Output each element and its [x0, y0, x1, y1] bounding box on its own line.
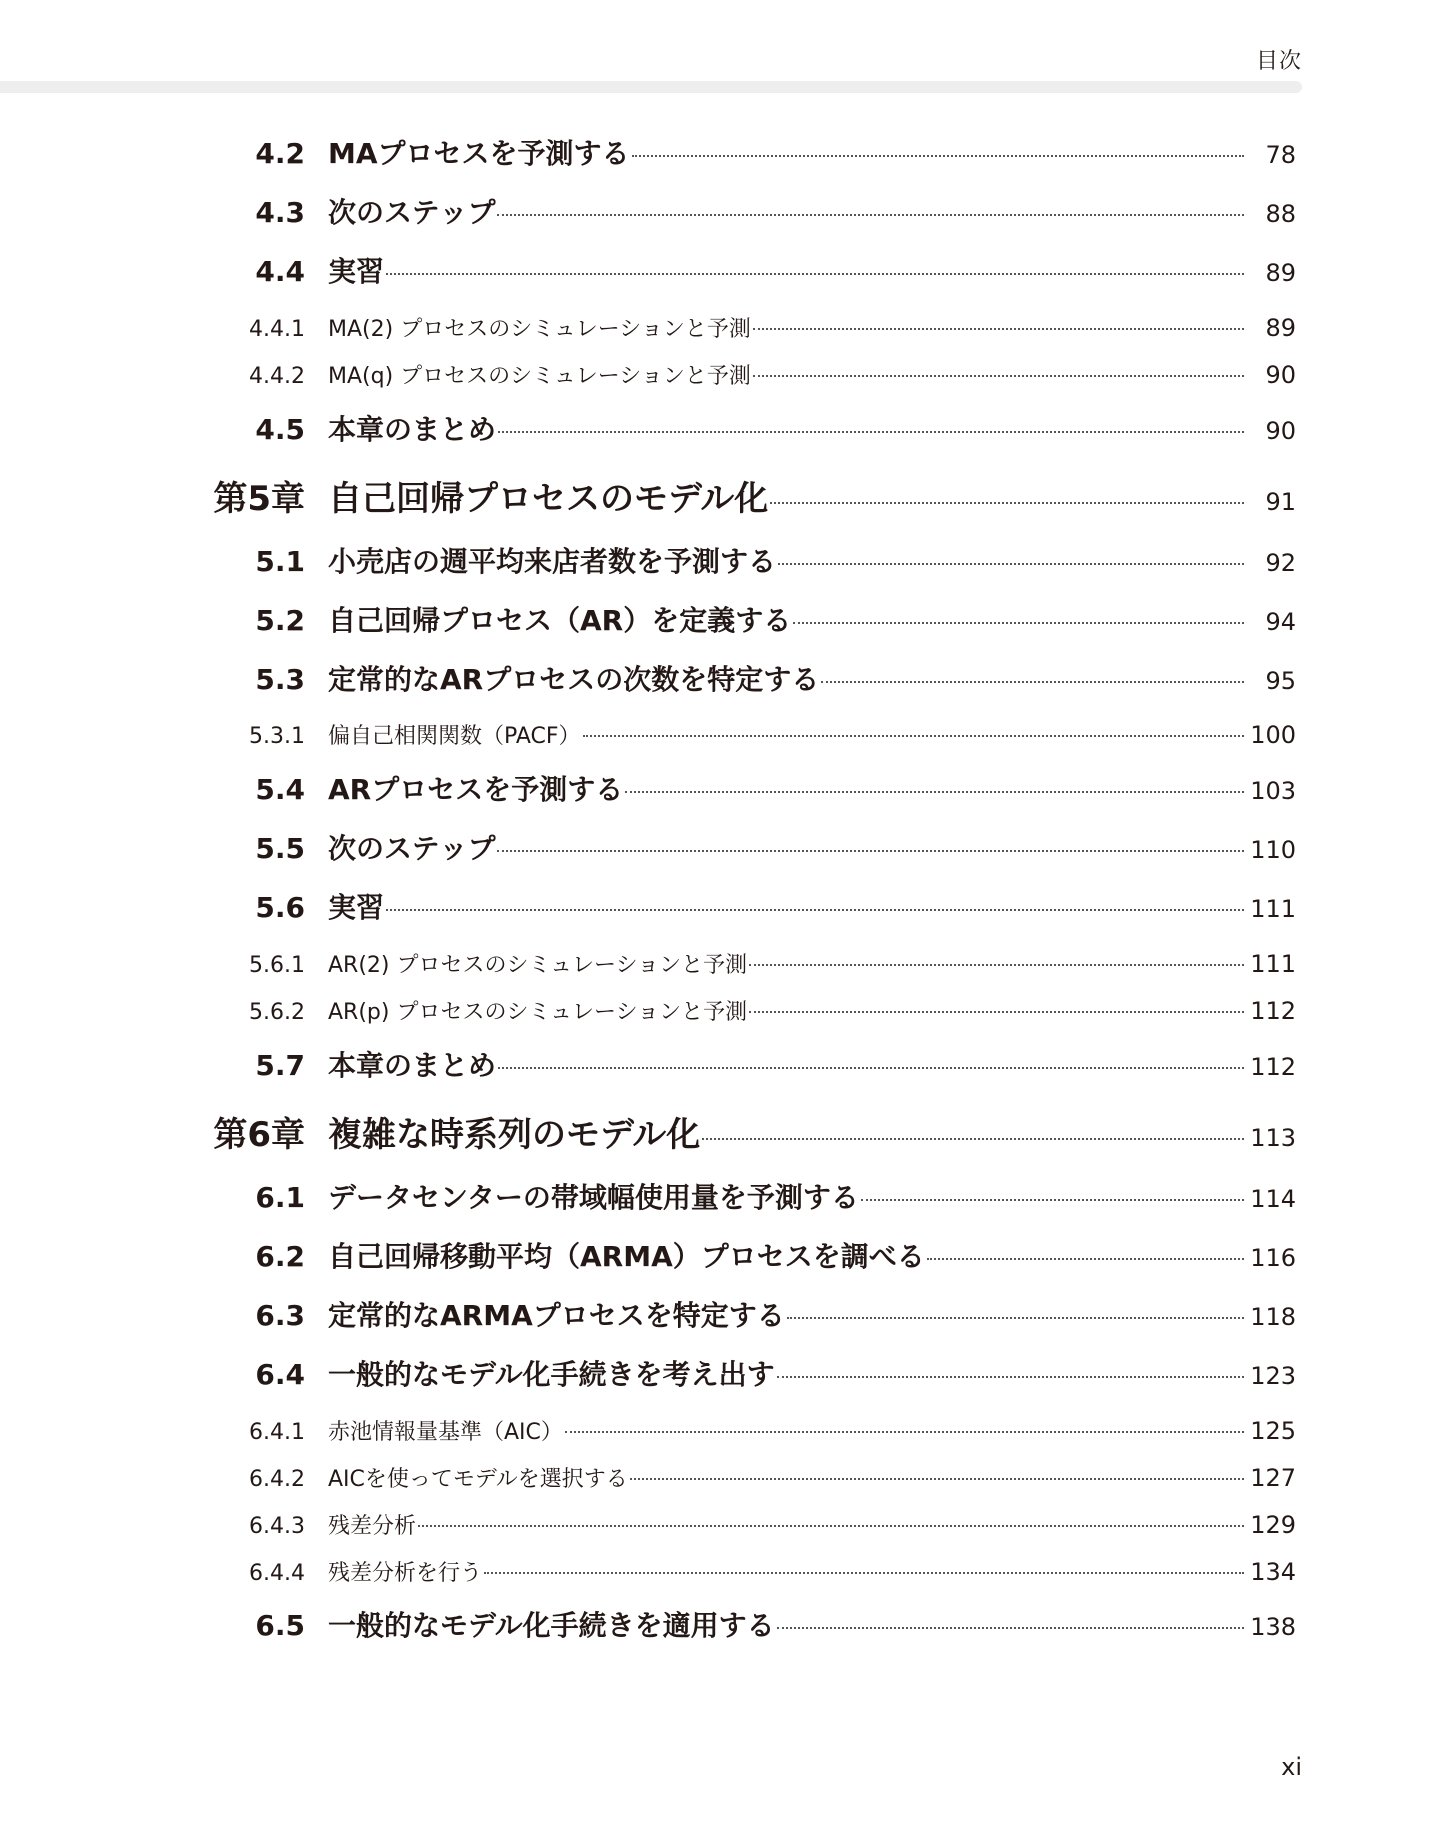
toc-entry-number: 6.4: [255, 1358, 305, 1391]
toc-entry-number: 6.4.3: [249, 1514, 305, 1539]
toc-entry[interactable]: [0, 599, 1433, 639]
header-bar: [0, 81, 1302, 93]
toc-entry[interactable]: [0, 1235, 1433, 1275]
toc-entry-number: 5.3.1: [249, 724, 305, 749]
toc-entry[interactable]: [0, 191, 1433, 231]
dot-leader: [777, 1376, 1244, 1378]
toc-entry[interactable]: [0, 827, 1433, 867]
toc-entry-page: 89: [1265, 259, 1296, 287]
dot-leader: [787, 1317, 1244, 1319]
toc-entry-page: 113: [1250, 1124, 1296, 1152]
toc-entry[interactable]: [0, 658, 1433, 698]
toc-entry-page: 111: [1250, 895, 1296, 923]
toc-entry[interactable]: [0, 1462, 1433, 1493]
toc-entry-title: AR(p) プロセスのシミュレーションと予測: [328, 1000, 748, 1025]
toc-entry-page: 110: [1250, 836, 1296, 864]
dot-leader: [498, 1067, 1244, 1069]
toc-entry-page: 118: [1250, 1303, 1296, 1331]
toc-entry[interactable]: [0, 408, 1433, 448]
toc-entry[interactable]: [0, 1044, 1433, 1084]
toc-entry[interactable]: [0, 1107, 1433, 1156]
toc-entry-page: 78: [1265, 141, 1296, 169]
dot-leader: [630, 1478, 1244, 1480]
toc-entry-page: 91: [1265, 488, 1296, 516]
dot-leader: [749, 964, 1244, 966]
dot-leader: [753, 375, 1244, 377]
toc-entry-page: 129: [1250, 1511, 1296, 1539]
toc-entry-title: データセンターの帯域幅使用量を予測する: [328, 1181, 859, 1214]
toc-entry-title: 小売店の週平均来店者数を予測する: [328, 545, 777, 578]
toc-entry-number: 5.4: [255, 773, 305, 806]
toc-entry-title: 残差分析: [328, 1514, 417, 1539]
toc-entry-page: 94: [1265, 608, 1296, 636]
toc-entry-page: 114: [1250, 1185, 1296, 1213]
toc-entry-title: MAプロセスを予測する: [328, 137, 630, 170]
toc-entry-title: AR(2) プロセスのシミュレーションと予測: [328, 953, 748, 978]
toc-entry-title: MA(2) プロセスのシミュレーションと予測: [328, 317, 751, 342]
toc-entry-title: 本章のまとめ: [328, 1049, 497, 1082]
toc-entry-page: 123: [1250, 1362, 1296, 1390]
toc-entry[interactable]: [0, 1353, 1433, 1393]
dot-leader: [632, 155, 1244, 157]
dot-leader: [753, 328, 1244, 330]
dot-leader: [778, 563, 1244, 565]
dot-leader: [777, 1627, 1244, 1629]
toc-entry-number: 6.4.4: [249, 1561, 305, 1586]
toc-entry-number: 6.3: [255, 1299, 305, 1332]
toc-entry-page: 90: [1265, 417, 1296, 445]
toc-entry-number: 4.4.2: [249, 364, 305, 389]
toc-entry-number: 4.5: [255, 413, 305, 446]
toc-entry-page: 92: [1265, 549, 1296, 577]
dot-leader: [418, 1525, 1244, 1527]
page-number: xi: [1281, 1753, 1302, 1781]
toc-entry-title: 自己回帰プロセス（AR）を定義する: [328, 604, 792, 637]
toc-entry-page: 125: [1250, 1417, 1296, 1445]
toc-entry-number: 6.2: [255, 1240, 305, 1273]
toc-entry-number: 5.6.2: [249, 1000, 305, 1025]
toc-entry-page: 112: [1250, 1053, 1296, 1081]
toc-entry[interactable]: [0, 250, 1433, 290]
toc-entry-title: 複雑な時系列のモデル化: [328, 1115, 701, 1155]
dot-leader: [625, 791, 1244, 793]
toc-entry-title: 定常的なARプロセスの次数を特定する: [328, 663, 820, 696]
dot-leader: [583, 735, 1244, 737]
toc-entry-number: 5.6.1: [249, 953, 305, 978]
dot-leader: [749, 1011, 1244, 1013]
toc-entry-title: 残差分析を行う: [328, 1561, 483, 1586]
toc-entry-title: 一般的なモデル化手続きを適用する: [328, 1609, 775, 1642]
toc-entry[interactable]: [0, 1556, 1433, 1587]
toc-entry-page: 88: [1265, 200, 1296, 228]
toc-entry[interactable]: [0, 1176, 1433, 1216]
toc-entry[interactable]: [0, 359, 1433, 390]
toc-entry[interactable]: [0, 471, 1433, 520]
toc-entry-page: 100: [1250, 721, 1296, 749]
toc-entry-number: 4.3: [255, 196, 305, 229]
toc-entry[interactable]: [0, 1509, 1433, 1540]
toc-entry-number: 5.6: [255, 891, 305, 924]
toc-entry-title: 実習: [328, 891, 385, 924]
dot-leader: [565, 1431, 1244, 1433]
toc-entry-title: ARプロセスを予測する: [328, 773, 624, 806]
toc-entry-number: 6.4.1: [249, 1420, 305, 1445]
toc-entry[interactable]: [0, 768, 1433, 808]
toc-entry-number: 4.4: [255, 255, 305, 288]
toc-entry-number: 6.1: [255, 1181, 305, 1214]
toc-entry-number: 第6章: [213, 1115, 305, 1155]
dot-leader: [793, 622, 1244, 624]
toc-entry-page: 116: [1250, 1244, 1296, 1272]
toc-entry-title: 自己回帰移動平均（ARMA）プロセスを調べる: [328, 1240, 925, 1273]
toc-entry-number: 4.4.1: [249, 317, 305, 342]
toc-entry-number: 5.3: [255, 663, 305, 696]
toc-entry-number: 第5章: [213, 479, 305, 519]
toc-entry-title: 偏自己相関関数（PACF）: [328, 724, 581, 749]
toc-entry-number: 6.5: [255, 1609, 305, 1642]
toc-entry-title: MA(q) プロセスのシミュレーションと予測: [328, 364, 751, 389]
toc-entry-number: 5.2: [255, 604, 305, 637]
dot-leader: [821, 681, 1244, 683]
toc-entry[interactable]: [0, 312, 1433, 343]
dot-leader: [927, 1258, 1244, 1260]
dot-leader: [386, 273, 1244, 275]
toc-entry-page: 112: [1250, 997, 1296, 1025]
toc-entry-page: 95: [1265, 667, 1296, 695]
toc-entry-number: 5.5: [255, 832, 305, 865]
toc-entry-page: 89: [1265, 314, 1296, 342]
dot-leader: [386, 909, 1244, 911]
toc-entry-page: 90: [1265, 361, 1296, 389]
dot-leader: [770, 502, 1244, 504]
toc-entry-title: 定常的なARMAプロセスを特定する: [328, 1299, 785, 1332]
toc-entry[interactable]: [0, 948, 1433, 979]
toc-entry[interactable]: [0, 540, 1433, 580]
dot-leader: [702, 1138, 1244, 1140]
toc-entry-page: 127: [1250, 1464, 1296, 1492]
dot-leader: [497, 214, 1244, 216]
toc-entry-page: 111: [1250, 950, 1296, 978]
toc-entry-title: 次のステップ: [328, 832, 496, 865]
toc-entry-title: 実習: [328, 255, 385, 288]
dot-leader: [498, 431, 1244, 433]
toc-entry-title: 赤池情報量基準（AIC）: [328, 1420, 563, 1445]
toc-entry-page: 103: [1250, 777, 1296, 805]
dot-leader: [861, 1199, 1244, 1201]
toc-entry-page: 134: [1250, 1558, 1296, 1586]
toc-entry-title: 一般的なモデル化手続きを考え出す: [328, 1358, 775, 1391]
toc-entry[interactable]: [0, 1415, 1433, 1446]
toc-entry-number: 5.7: [255, 1049, 305, 1082]
toc-entry[interactable]: [0, 1604, 1433, 1644]
toc-entry-title: 本章のまとめ: [328, 413, 497, 446]
toc-entry-page: 138: [1250, 1613, 1296, 1641]
toc-entry[interactable]: [0, 1294, 1433, 1334]
toc-entry-title: AICを使ってモデルを選択する: [328, 1467, 628, 1492]
toc-entry-title: 次のステップ: [328, 196, 496, 229]
toc-entry[interactable]: [0, 995, 1433, 1026]
dot-leader: [484, 1572, 1244, 1574]
dot-leader: [497, 850, 1244, 852]
toc-entry-number: 4.2: [255, 137, 305, 170]
toc-entry[interactable]: [0, 886, 1433, 926]
toc-entry-title: 自己回帰プロセスのモデル化: [328, 479, 769, 519]
toc-entry-number: 6.4.2: [249, 1467, 305, 1492]
toc-entry[interactable]: [0, 132, 1433, 172]
toc-entry[interactable]: [0, 719, 1433, 750]
toc-entry-number: 5.1: [255, 545, 305, 578]
running-header: 目次: [1255, 49, 1302, 74]
